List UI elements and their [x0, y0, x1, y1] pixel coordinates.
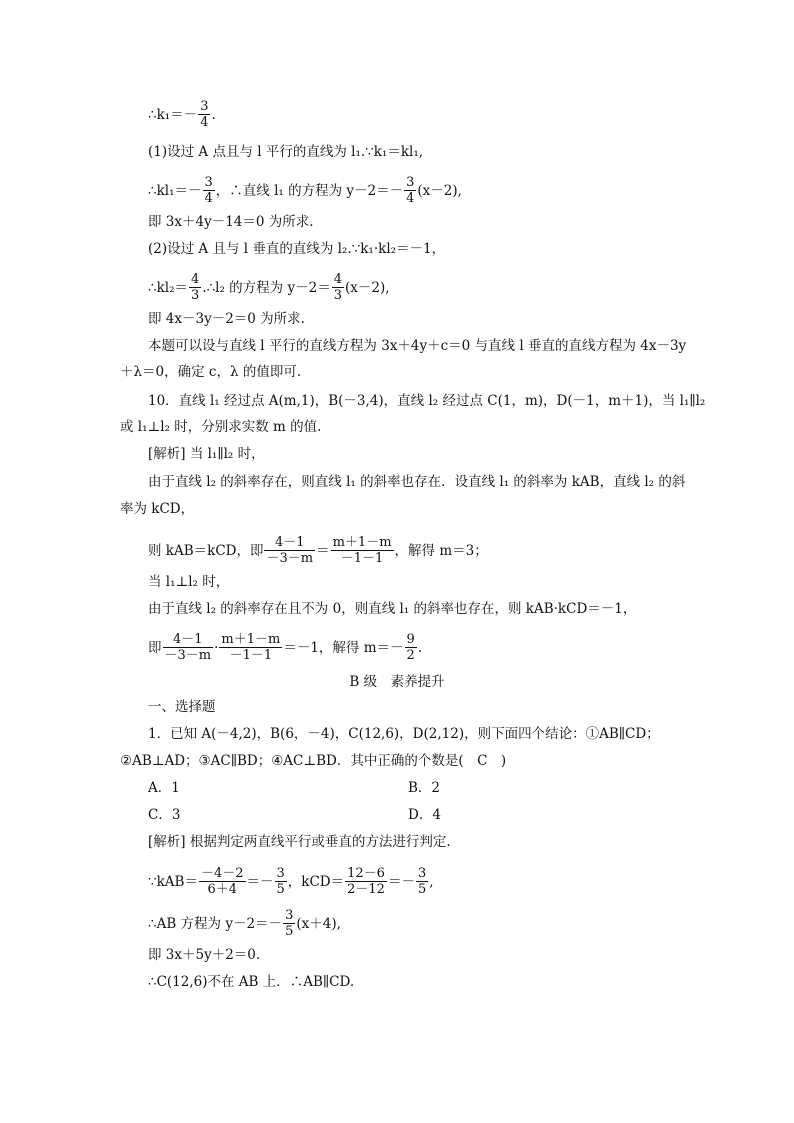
fraction	[416, 866, 428, 897]
solution-line-cont: 率为 kCD，	[120, 501, 195, 517]
numerator: 4－1	[264, 535, 315, 551]
text: ，解得 m＝3；	[394, 543, 488, 559]
text: ∵kAB＝	[148, 874, 198, 890]
fraction	[198, 99, 210, 130]
fraction	[283, 908, 295, 939]
section-heading: B 级 素养提升	[349, 674, 445, 690]
text: ∴AB 方程为 y－2＝－	[148, 916, 283, 932]
denominator: 5	[285, 924, 294, 939]
denominator: －3－m	[164, 648, 212, 663]
solution-1-label: [解析] 根据判定两直线平行或垂直的方法进行判定.	[148, 834, 451, 850]
line-k1	[148, 100, 216, 131]
solution-1-line-eq	[148, 909, 341, 940]
option-d: D．4	[408, 807, 441, 823]
text: ＝－1，解得 m＝－	[283, 640, 404, 656]
numerator: 4	[333, 272, 342, 287]
text: ∴k₁＝－	[148, 107, 198, 123]
solution-perp-eq	[148, 633, 422, 664]
solution-1-result: 即 3x＋5y＋2＝0.	[148, 947, 261, 963]
text: ＝	[316, 543, 330, 559]
fraction	[404, 175, 416, 206]
fraction	[332, 272, 344, 303]
line-note: 本题可以设与直线 l 平行的直线方程为 3x＋4y＋c＝0 与直线 l 垂直的直线方程为 4x－3y	[148, 338, 687, 354]
text: (x＋4),	[296, 916, 341, 932]
denominator: 2	[406, 648, 415, 663]
problem-1: 1．已知 A(－4,2)，B(6，－4)，C(12,6)，D(2,12)，则下面四个结论：①AB∥CD；	[148, 726, 660, 742]
fraction	[345, 866, 387, 897]
line-part2-slope	[148, 273, 390, 304]
text: ·	[214, 640, 219, 656]
numerator: 3	[285, 908, 294, 923]
text: ＝－	[246, 874, 274, 890]
denominator: 5	[276, 882, 285, 897]
solution-label: [解析] 当 l₁∥l₂ 时，	[148, 446, 265, 462]
denominator: 4	[406, 191, 415, 206]
denominator: 3	[333, 288, 342, 303]
text: (x－2),	[417, 183, 462, 199]
numerator: 3	[204, 175, 213, 190]
text: ，kCD＝	[287, 874, 345, 890]
solution-line: 由于直线 l₂ 的斜率存在，则直线 l₁ 的斜率也存在．设直线 l₁ 的斜率为 kAB，直线 l₂ 的斜	[148, 474, 686, 490]
denominator: －3－m	[266, 551, 314, 566]
numerator: 3	[276, 866, 285, 881]
numerator: 4	[191, 272, 200, 287]
solution-1-slopes	[148, 867, 434, 898]
fraction	[203, 175, 215, 206]
fraction	[275, 866, 287, 897]
numerator: 3	[417, 866, 427, 881]
fraction	[264, 535, 315, 566]
line-answer2: 即 4x－3y－2＝0 为所求.	[148, 311, 305, 327]
text: ∴kl₁＝－	[148, 183, 202, 199]
option-c: C．3	[148, 807, 181, 823]
numerator: －4－2	[200, 866, 244, 881]
numerator: m＋1－m	[332, 535, 392, 550]
line-part1-slope	[148, 176, 462, 207]
denominator: －1－1	[340, 551, 384, 566]
fraction	[189, 272, 201, 303]
option-a: A．1	[148, 780, 180, 796]
problem-1-cont: ②AB⊥AD；③AC∥BD；④AC⊥BD．其中正确的个数是( C )	[120, 753, 507, 769]
line-part1: (1)设过 A 点且与 l 平行的直线为 l₁.∵k₁＝kl₁,	[148, 144, 424, 160]
text: ,	[429, 874, 434, 890]
numerator: 4－1	[163, 632, 214, 648]
text: ，∴直线 l₁ 的方程为 y－2＝－	[215, 183, 404, 199]
text: (x－2),	[344, 280, 390, 296]
text: .	[417, 640, 423, 656]
denominator: 2－12	[347, 882, 385, 897]
solution-perp-label: 当 l₁⊥l₂ 时，	[148, 574, 230, 590]
denominator: 5	[417, 882, 427, 897]
problem-10-cont: 或 l₁⊥l₂ 时，分别求实数 m 的值.	[120, 419, 322, 435]
text: .∴l₂ 的方程为 y－2＝	[202, 280, 331, 296]
denominator: 4	[200, 115, 209, 130]
text: 则 kAB＝kCD，即	[148, 543, 264, 559]
subsection-heading: 一、选择题	[148, 699, 216, 715]
fraction	[199, 866, 246, 897]
line-part2: (2)设过 A 且与 l 垂直的直线为 l₂.∵k₁·kl₂＝－1，	[148, 241, 446, 257]
denominator: 6＋4	[207, 882, 237, 897]
denominator: －1－1	[229, 648, 273, 663]
denominator: 3	[191, 288, 200, 303]
solution-1-conclusion: ∴C(12,6)不在 AB 上．∴AB∥CD.	[148, 974, 355, 990]
text: .	[211, 107, 216, 123]
problem-10: 10．直线 l₁ 经过点 A(m,1)，B(－3,4)，直线 l₂ 经过点 C(1，m)，D(－1，m＋1)，当 l₁∥l₂	[148, 393, 706, 409]
text: 即	[148, 640, 162, 656]
fraction	[163, 632, 214, 663]
fraction	[219, 632, 282, 663]
numerator: 9	[406, 632, 415, 647]
numerator: 3	[406, 175, 415, 190]
fraction	[331, 535, 394, 566]
fraction	[405, 632, 417, 663]
solution-perp: 由于直线 l₂ 的斜率存在且不为 0，则直线 l₁ 的斜率也存在，则 kAB·kCD＝－1，	[148, 601, 637, 617]
denominator: 4	[204, 191, 213, 206]
solution-parallel	[148, 536, 488, 567]
numerator: 3	[200, 99, 209, 114]
option-b: B．2	[408, 780, 441, 796]
numerator: 12－6	[347, 866, 385, 881]
text: ＝－	[387, 874, 415, 890]
numerator: m＋1－m	[221, 632, 281, 647]
line-answer1: 即 3x＋4y－14＝0 为所求.	[148, 214, 314, 230]
line-note-cont: ＋λ＝0，确定 c，λ 的值即可.	[120, 364, 302, 380]
text: ∴kl₂＝	[148, 280, 188, 296]
